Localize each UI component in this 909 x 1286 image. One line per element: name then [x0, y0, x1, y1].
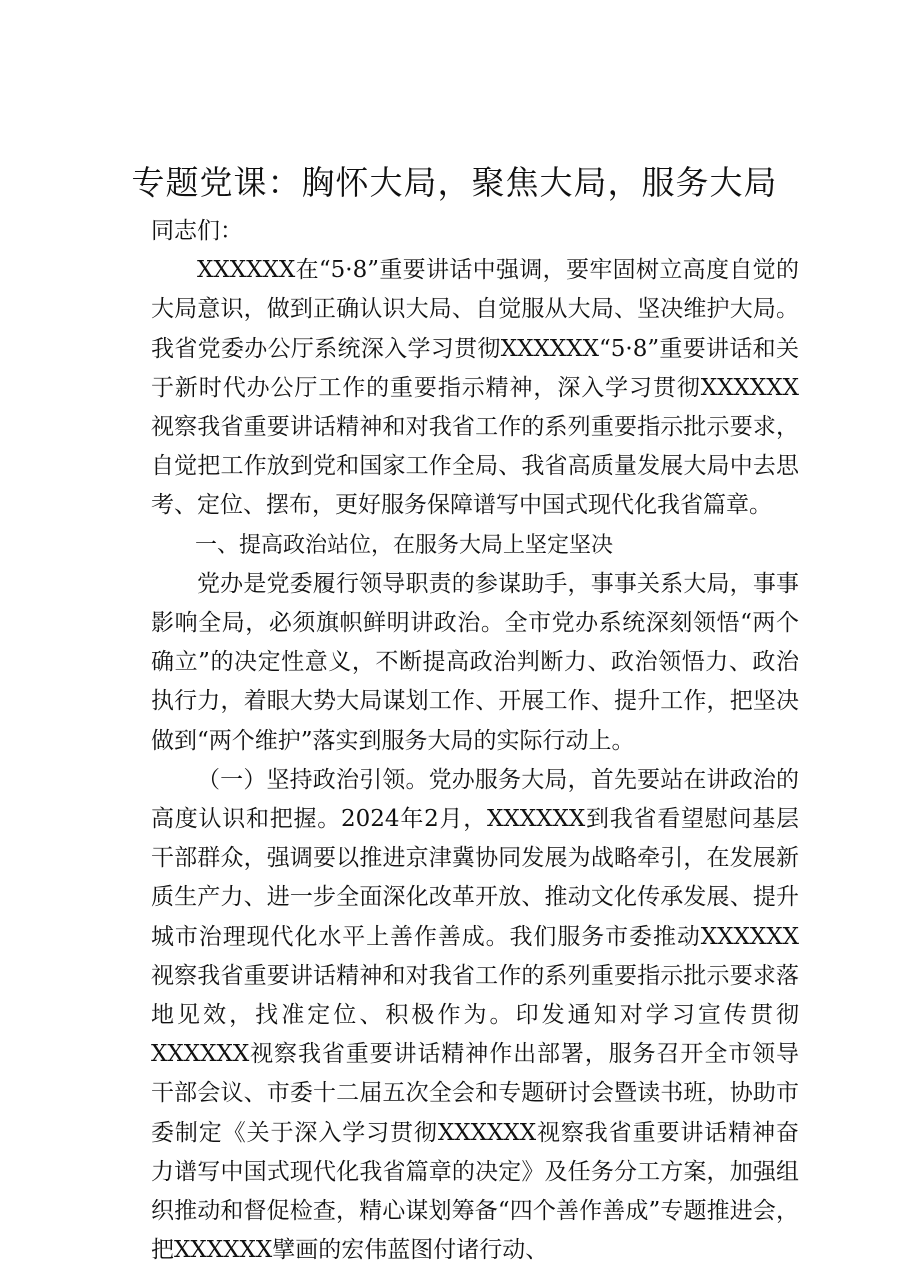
document-title: 专题党课：胸怀大局，聚焦大局，服务大局 — [131, 163, 778, 202]
subsection-text-1: 党办服务大局，首先要站在讲政治的高度认识和把握。2024年2月，XXXXXX到我省看望慰问基层干部群众，强调要以推进京津冀协同发展为战略牵引，在发展新质生产力、进一步全面深化改革开放、推动文化传承发展、提升城市治理现代化水平上善作善成。我们服务市委推动XXXXXX视察我省重要讲话精神和对我省工作的系列重要指示批示要求落地见效，找准定位、积极作为。印发通知对学习宣传贯彻XXXXXX视察我省重要讲话精神作出部署，服务召开全市领导干部会议、市委十二届五次全会和专题研讨会暨读书班，协助市委制定《关于深入学习贯彻XXXXXX视察我省重要讲话精神奋力谱写中国式现代化我省篇章的决定》及任务分工方案，加强组织推动和督促检查，精心谋划筹备“四个善作善成”专题推进会，把XXXXXX擘画的宏伟蓝图付诸行动、 — [151, 766, 800, 1264]
subsection-heading-1: （一）坚持政治引领。 — [197, 766, 429, 793]
document-body — [151, 212, 799, 1270]
section-heading-1: 一、提高政治站位，在服务大局上坚定坚决 — [195, 532, 614, 558]
salutation: 同志们： — [151, 218, 243, 244]
subsection-paragraph-1 — [151, 761, 799, 1271]
section-paragraph-1: 党办是党委履行领导职责的参谋助手，事事关系大局，事事影响全局，必须旗帜鲜明讲政治。全市党办系统深刻领悟“两个确立”的决定性意义，不断提高政治判断力、政治领悟力、政治执行力，着眼大势大局谋划工作、开展工作、提升工作，把坚决做到“两个维护”落实到服务大局的实际行动上。 — [151, 570, 799, 754]
intro-paragraph: XXXXXX在“5·8”重要讲话中强调，要牢固树立高度自觉的大局意识，做到正确认识大局、自觉服从大局、坚决维护大局。我省党委办公厅系统深入学习贯彻XXXXXX“5·8”重要讲话和关于新时代办公厅工作的重要指示精神，深入学习贯彻XXXXXX视察我省重要讲话精神和对我省工作的系列重要指示批示要求，自觉把工作放到党和国家工作全局、我省高质量发展大局中去思考、定位、摆布，更好服务保障谱写中国式现代化我省篇章。 — [151, 257, 799, 519]
